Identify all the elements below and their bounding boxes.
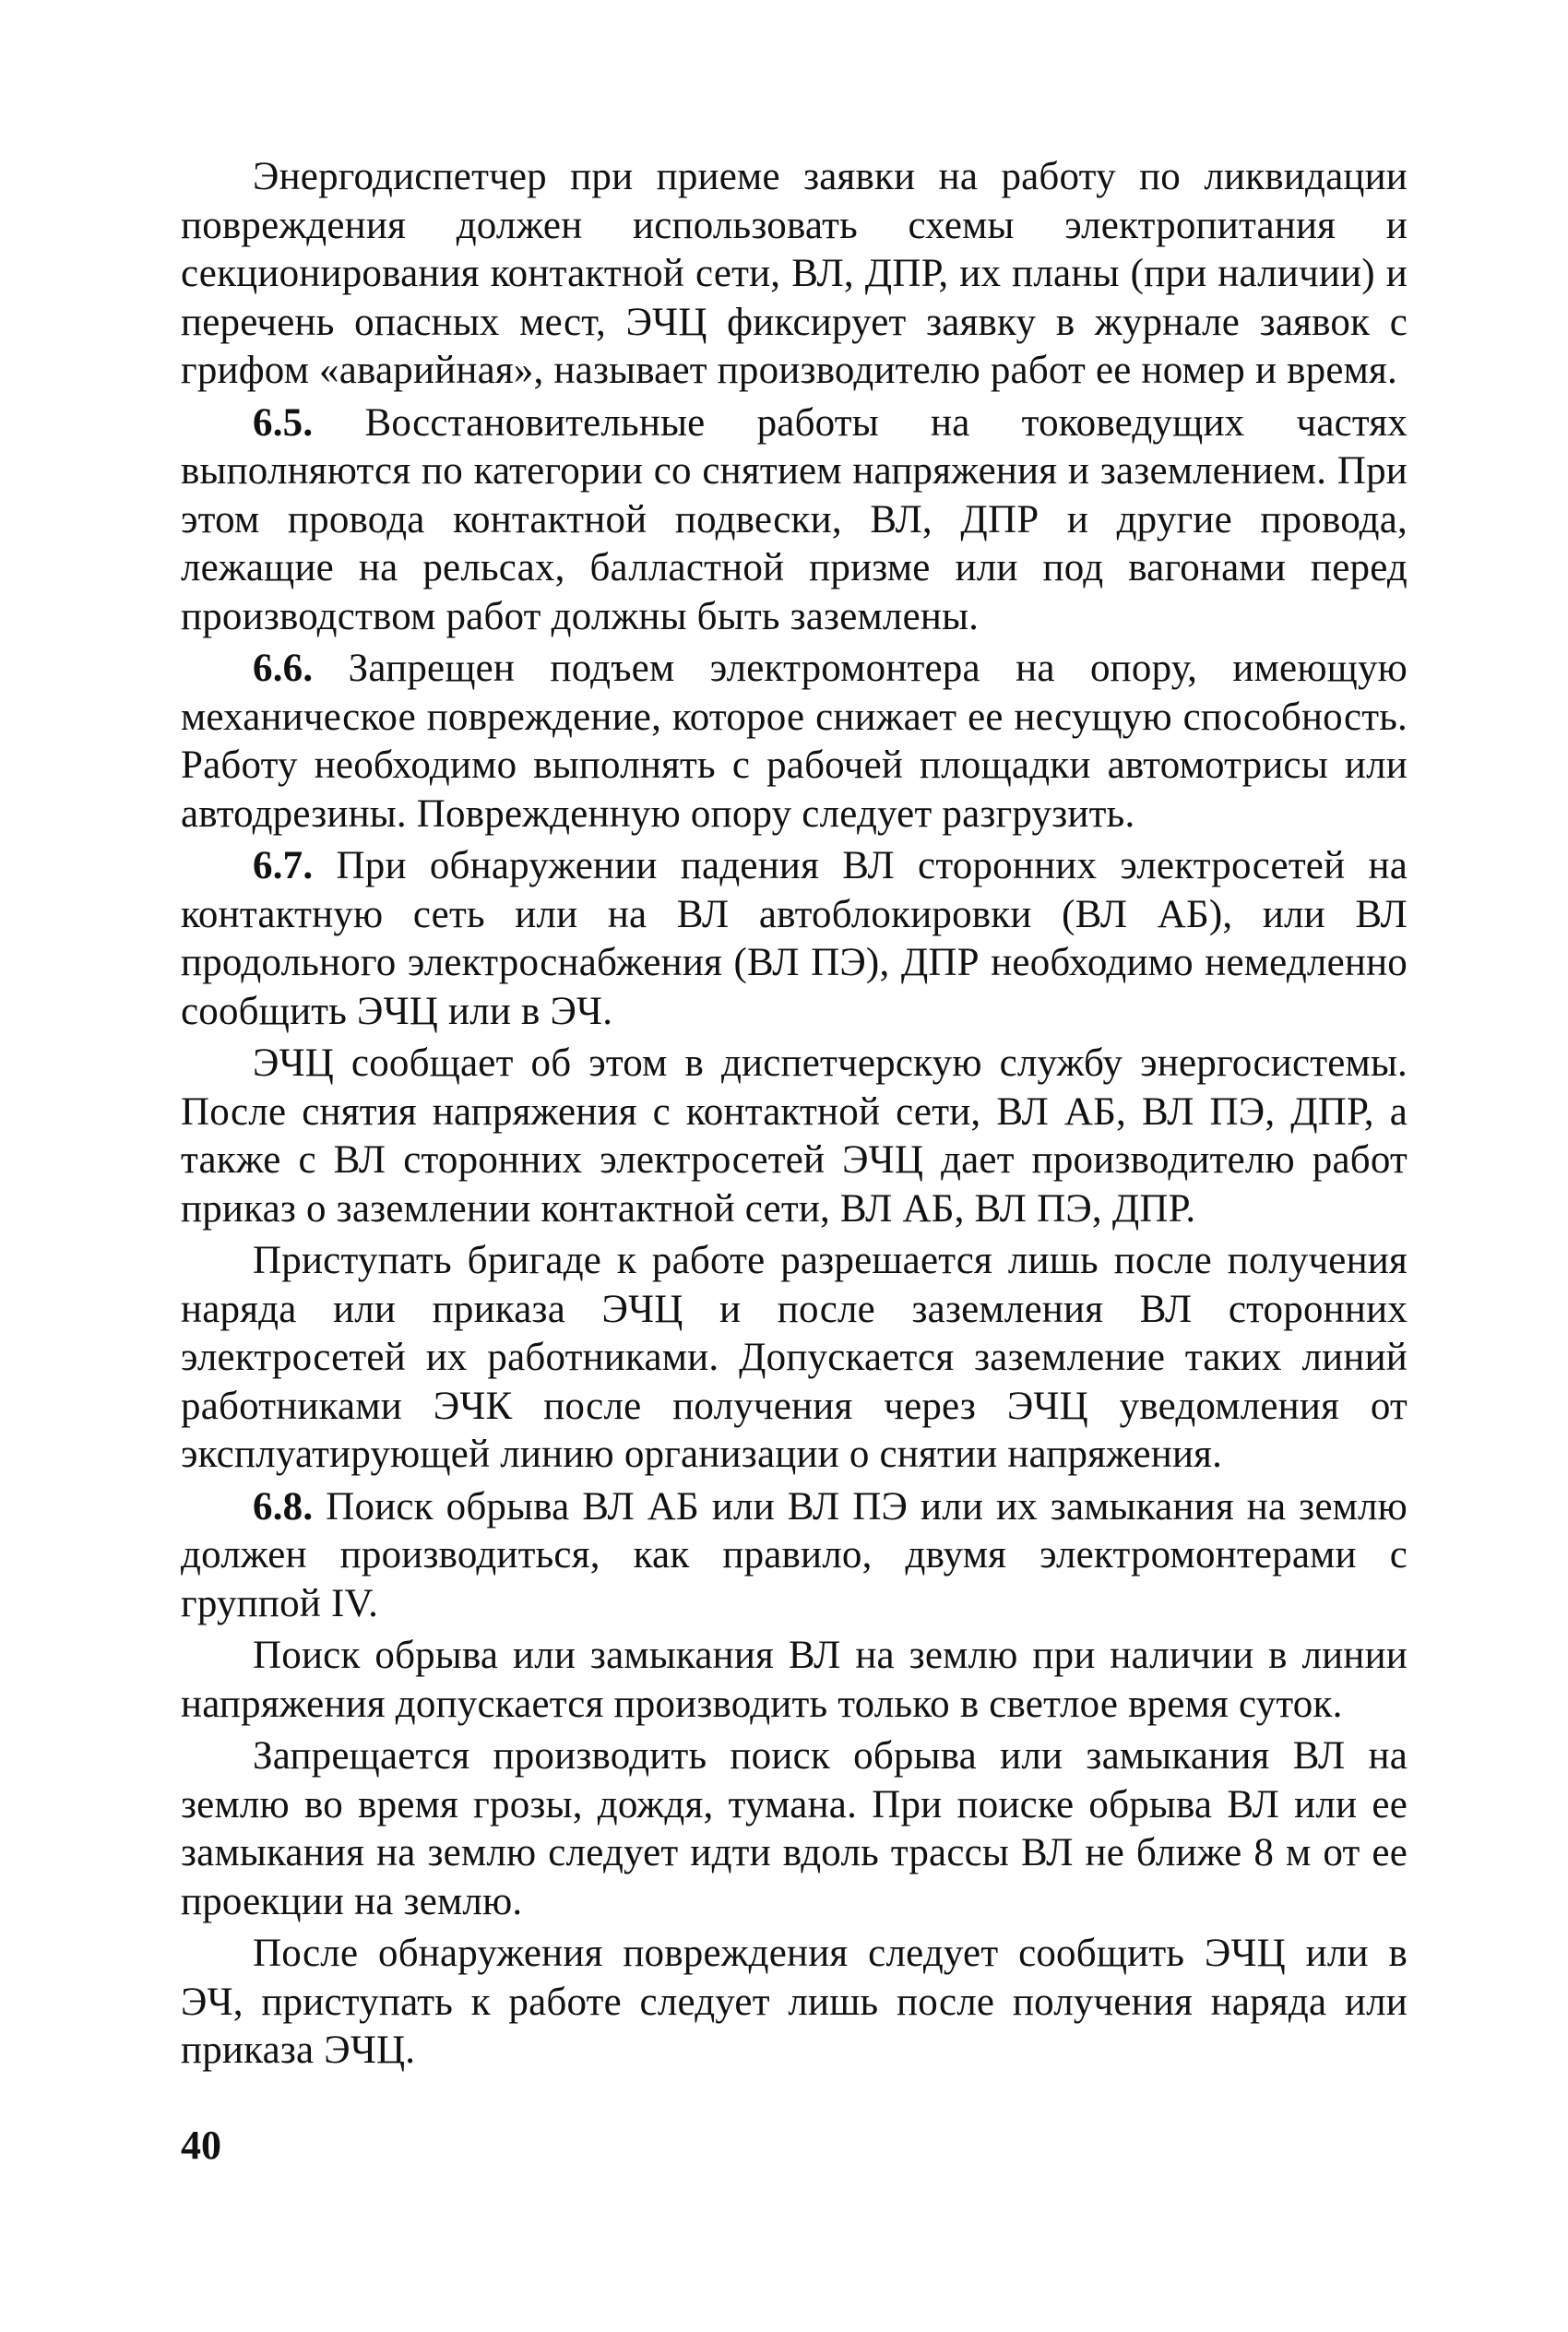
paragraph-text: Приступать бригаде к работе разрешается лишь после получения наряда или приказа ЭЧЦ и после заземления ВЛ сторонних электросетей их работниками. Допускается заземление таких линий работниками ЭЧК после получения через ЭЧЦ уведомления от эксплуатирующей линию организации о снятии напряжения. (181, 1239, 1408, 1476)
paragraph-text: При обнаружении падения ВЛ сторонних электросетей на контактную сеть или на ВЛ автоблокировки (ВЛ АБ), или ВЛ продольного электроснабжения (ВЛ ПЭ), ДПР необходимо немедленно сообщить ЭЧЦ или в ЭЧ. (181, 844, 1408, 1033)
paragraph-8 (181, 1632, 1408, 1729)
paragraph-text: ЭЧЦ сообщает об этом в диспетчерскую службу энергосистемы. После снятия напряжения с контактной сети, ВЛ АБ, ВЛ ПЭ, ДПР, а также с ВЛ сторонних электросетей ЭЧЦ дает производителю работ приказ о заземлении контактной сети, ВЛ АБ, ВЛ ПЭ, ДПР. (181, 1041, 1408, 1231)
paragraph-6-5 (181, 399, 1408, 642)
page-body (181, 153, 1408, 2079)
paragraph-text: После обнаружения повреждения следует сообщить ЭЧЦ или в ЭЧ, приступать к работе следует лишь после получения наряда или приказа ЭЧЦ. (181, 1932, 1408, 2072)
paragraph-6 (181, 1237, 1408, 1480)
paragraph-text: Поиск обрыва или замыкания ВЛ на землю при наличии в линии напряжения допускается производить только в светлое время суток. (181, 1634, 1408, 1726)
section-number: 6.6. (253, 647, 314, 690)
paragraph-text: Запрещен подъем электромонтера на опору, имеющую механическое повреждение, которое снижает ее несущую способность. Работу необходимо выполнять с рабочей площадки автомотрисы или автодрезины. Поврежденную опору следует разгрузить. (181, 647, 1408, 836)
page-number: 40 (181, 2123, 221, 2168)
section-number: 6.8. (253, 1484, 314, 1529)
paragraph-10 (181, 1930, 1408, 2076)
paragraph-1 (181, 153, 1408, 396)
section-number: 6.7. (253, 844, 314, 887)
paragraph-6-6 (181, 645, 1408, 839)
paragraph-text: Восстановительные работы на токоведущих частях выполняются по категории со снятием напряжения и заземлением. При этом провода контактной подвески, ВЛ, ДПР и другие провода, лежащие на рельсах, балластной призме или под вагонами перед производством работ должны быть заземлены. (181, 400, 1408, 638)
paragraph-text: Поиск обрыва ВЛ АБ или ВЛ ПЭ или их замыкания на землю должен производиться, как правило, двумя электромонтерами с группой IV. (181, 1484, 1408, 1625)
paragraph-9 (181, 1732, 1408, 1926)
paragraph-text: Энергодиспетчер при приеме заявки на работу по ликвидации повреждения должен использовать схемы электропитания и секционирования контактной сети, ВЛ, ДПР, их планы (при наличии) и перечень опасных мест, ЭЧЦ фиксирует заявку в журнале заявок с грифом «аварийная», называет производителю работ ее номер и время. (181, 155, 1408, 392)
paragraph-6-7 (181, 842, 1408, 1036)
paragraph-6-8 (181, 1483, 1408, 1629)
paragraph-5 (181, 1040, 1408, 1233)
section-number: 6.5. (253, 400, 314, 445)
paragraph-text: Запрещается производить поиск обрыва или замыкания ВЛ на землю во время грозы, дождя, тумана. При поиске обрыва ВЛ или ее замыкания на землю следует идти вдоль трассы ВЛ не ближе 8 м от ее проекции на землю. (181, 1734, 1408, 1923)
